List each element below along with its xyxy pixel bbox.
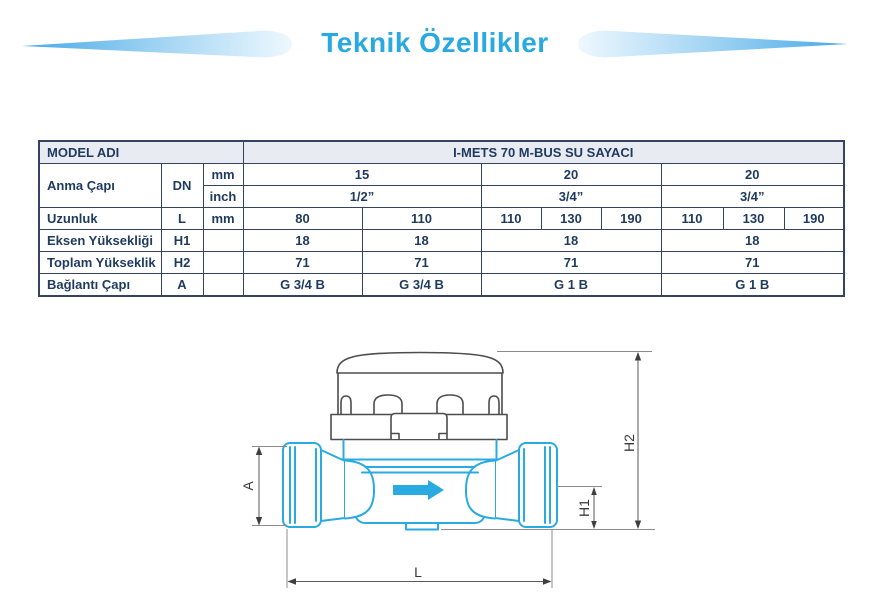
water-meter-technical-drawing xyxy=(225,330,670,607)
h1-val-2: 18 xyxy=(362,230,481,252)
l-130a: 130 xyxy=(541,208,601,230)
dn-inch-34a: 3/4” xyxy=(481,186,661,208)
l-80: 80 xyxy=(243,208,362,230)
table-row-model xyxy=(39,141,844,164)
table-row-uzunluk xyxy=(39,208,844,230)
anma-capi-label: Anma Çapı xyxy=(39,164,161,208)
dim-label-a: A xyxy=(240,481,256,491)
uzunluk-label: Uzunluk xyxy=(39,208,161,230)
h1-val-4: 18 xyxy=(661,230,844,252)
toplam-label: Toplam Yükseklik xyxy=(39,252,161,274)
dn-mm-15: 15 xyxy=(243,164,481,186)
dim-label-l: L xyxy=(414,564,422,580)
dn-inch-34b: 3/4” xyxy=(661,186,844,208)
uzunluk-unit: mm xyxy=(203,208,243,230)
unit-mm: mm xyxy=(203,164,243,186)
l-130b: 130 xyxy=(723,208,784,230)
table-row-anma-capi-mm xyxy=(39,164,844,186)
l-110b: 110 xyxy=(481,208,541,230)
cone-right xyxy=(495,450,519,521)
h1-val-1: 18 xyxy=(243,230,362,252)
water-meter-drawing-svg xyxy=(225,330,670,602)
dim-label-h2: H2 xyxy=(621,434,637,452)
a-unit-empty xyxy=(203,274,243,297)
h2-val-2: 71 xyxy=(362,252,481,274)
l-110a: 110 xyxy=(362,208,481,230)
a-symbol: A xyxy=(161,274,203,297)
a-val-3: G 1 B xyxy=(481,274,661,297)
register-arches xyxy=(341,395,499,414)
l-190a: 190 xyxy=(601,208,661,230)
spec-table xyxy=(38,140,845,297)
a-val-1: G 3/4 B xyxy=(243,274,362,297)
cone-left xyxy=(321,450,345,521)
table-row-eksen-yuksekligi xyxy=(39,230,844,252)
dn-mm-20a: 20 xyxy=(481,164,661,186)
dn-inch-half: 1/2” xyxy=(243,186,481,208)
h2-val-1: 71 xyxy=(243,252,362,274)
table-row-baglanti-capi xyxy=(39,274,844,297)
l-190b: 190 xyxy=(784,208,844,230)
dim-label-h1: H1 xyxy=(576,499,592,517)
model-name-value: I-METS 70 M-BUS SU SAYACI xyxy=(243,141,844,164)
eksen-label: Eksen Yüksekliği xyxy=(39,230,161,252)
baglanti-label: Bağlantı Çapı xyxy=(39,274,161,297)
a-val-4: G 1 B xyxy=(661,274,844,297)
table-row-toplam-yukseklik xyxy=(39,252,844,274)
register-housing xyxy=(331,353,507,440)
h1-val-3: 18 xyxy=(481,230,661,252)
dn-symbol: DN xyxy=(161,164,203,208)
page-title: Teknik Özellikler xyxy=(321,27,549,58)
unit-inch: inch xyxy=(203,186,243,208)
h2-val-3: 71 xyxy=(481,252,661,274)
title-band xyxy=(0,0,870,80)
h1-unit-empty xyxy=(203,230,243,252)
dn-mm-20b: 20 xyxy=(661,164,844,186)
h2-val-4: 71 xyxy=(661,252,844,274)
l-symbol: L xyxy=(161,208,203,230)
h2-unit-empty xyxy=(203,252,243,274)
meter-body xyxy=(283,440,557,530)
h1-symbol: H1 xyxy=(161,230,203,252)
h2-symbol: H2 xyxy=(161,252,203,274)
register-dome xyxy=(337,353,503,374)
a-val-2: G 3/4 B xyxy=(362,274,481,297)
model-adi-label: MODEL ADI xyxy=(39,141,243,164)
l-110c: 110 xyxy=(661,208,723,230)
